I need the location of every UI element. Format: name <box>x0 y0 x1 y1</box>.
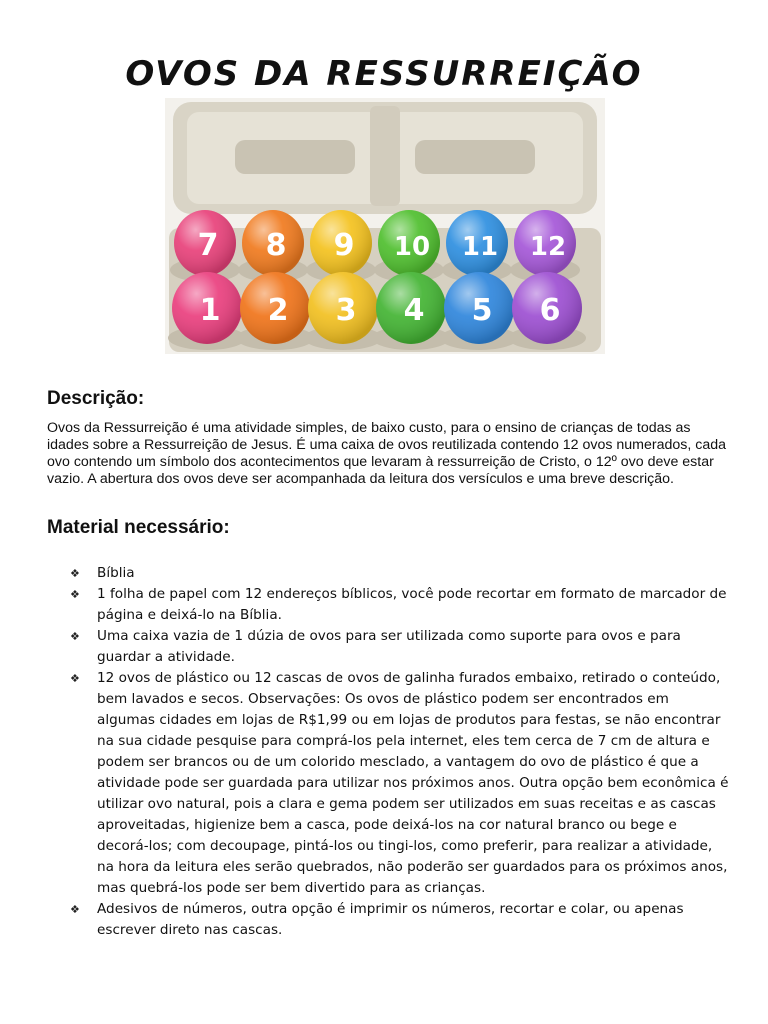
list-item: ❖ Adesivos de números, outra opção é imprimir os números, recortar e colar, ou apenas escrever direto nas cascas. <box>70 901 684 938</box>
diamond-bullet-icon: ❖ <box>70 588 80 601</box>
diamond-bullet-icon: ❖ <box>70 672 80 685</box>
egg-number: 10 <box>393 232 431 262</box>
diamond-bullet-icon: ❖ <box>70 903 80 916</box>
egg-8 <box>238 210 308 282</box>
page-title: OVOS DA RESSURREIÇÃO <box>125 54 643 94</box>
egg-number: 8 <box>265 228 287 263</box>
diamond-bullet-icon: ❖ <box>70 567 80 580</box>
list-item: ❖ 12 ovos de plástico ou 12 cascas de ovos de galinha furados embaixo, retirado o conteúdo, bem lavados e secos. Observações: Os ovos de plástico podem ser encontrados em algumas cidades em lojas de R$1,99 ou em lojas de produtos para festas, se não encontrar na sua cidade pesquise para comprá-los pela internet, eles tem cerca de 7 cm de altura e podem ser brancos ou de um colorido mesclado, a vantagem do ovo de plástico é que a atividade pode ser guardada para utilizar nos próximos anos. Outra opção bem econômica é utilizar ovo natural, pois a clara e gema podem ser utilizados em suas receitas e as cascas aproveitadas, higienize bem a casca, pode deixá-los na cor natural branco ou bege e decorá-los; com decoupage, pintá-los ou tingi-los, como preferir, para realizar a atividade, na hora da leitura eles serão quebrados, não poderão ser guardados para os próximos anos, mas quebrá-los pode ser bem divertido para as crianças. <box>70 670 729 896</box>
list-item: ❖ Bíblia <box>70 563 730 584</box>
egg-number: 4 <box>403 293 425 328</box>
list-item: ❖ 1 folha de papel com 12 endereços bíblicos, você pode recortar em formato de marcador de página e deixá-lo na Bíblia. <box>70 586 727 623</box>
egg-number: 1 <box>199 293 221 328</box>
egg-carton-photo <box>165 98 605 354</box>
egg-7 <box>170 210 240 282</box>
description-heading: Descrição: <box>47 388 145 409</box>
egg-number: 3 <box>335 293 357 328</box>
egg-11 <box>442 210 512 282</box>
materials-heading: Material necessário: <box>47 517 230 538</box>
list-item: ❖ Uma caixa vazia de 1 dúzia de ovos para ser utilizada como suporte para ovos e para guardar a atividade. <box>70 628 681 665</box>
egg-number: 6 <box>539 293 561 328</box>
egg-number: 12 <box>529 232 567 262</box>
description-text: Ovos da Ressurreição é uma atividade simples, de baixo custo, para o ensino de crianças de todas as idades sobre a Ressurreição de Jesus. É uma caixa de ovos reutilizada contendo 12 ovos numerados, cada ovo contendo um símbolo dos acontecimentos que levaram à ressurreição de Cristo, o 12º ovo deve estar vazio. A abertura dos ovos deve ser acompanhada da leitura dos versículos e uma breve descrição. <box>47 420 727 487</box>
diamond-bullet-icon: ❖ <box>70 630 80 643</box>
egg-number: 9 <box>333 228 355 263</box>
carton-window-left <box>235 140 355 174</box>
egg-number: 2 <box>267 293 289 328</box>
egg-10 <box>374 210 444 282</box>
egg-12 <box>510 210 580 282</box>
carton-lid-divider <box>370 106 400 206</box>
egg-carton-illustration <box>165 98 605 354</box>
egg-number: 5 <box>471 293 493 328</box>
materials-list <box>70 563 730 941</box>
egg-number: 11 <box>461 232 499 262</box>
egg-number: 7 <box>197 228 219 263</box>
egg-9 <box>306 210 376 282</box>
carton-window-right <box>415 140 535 174</box>
